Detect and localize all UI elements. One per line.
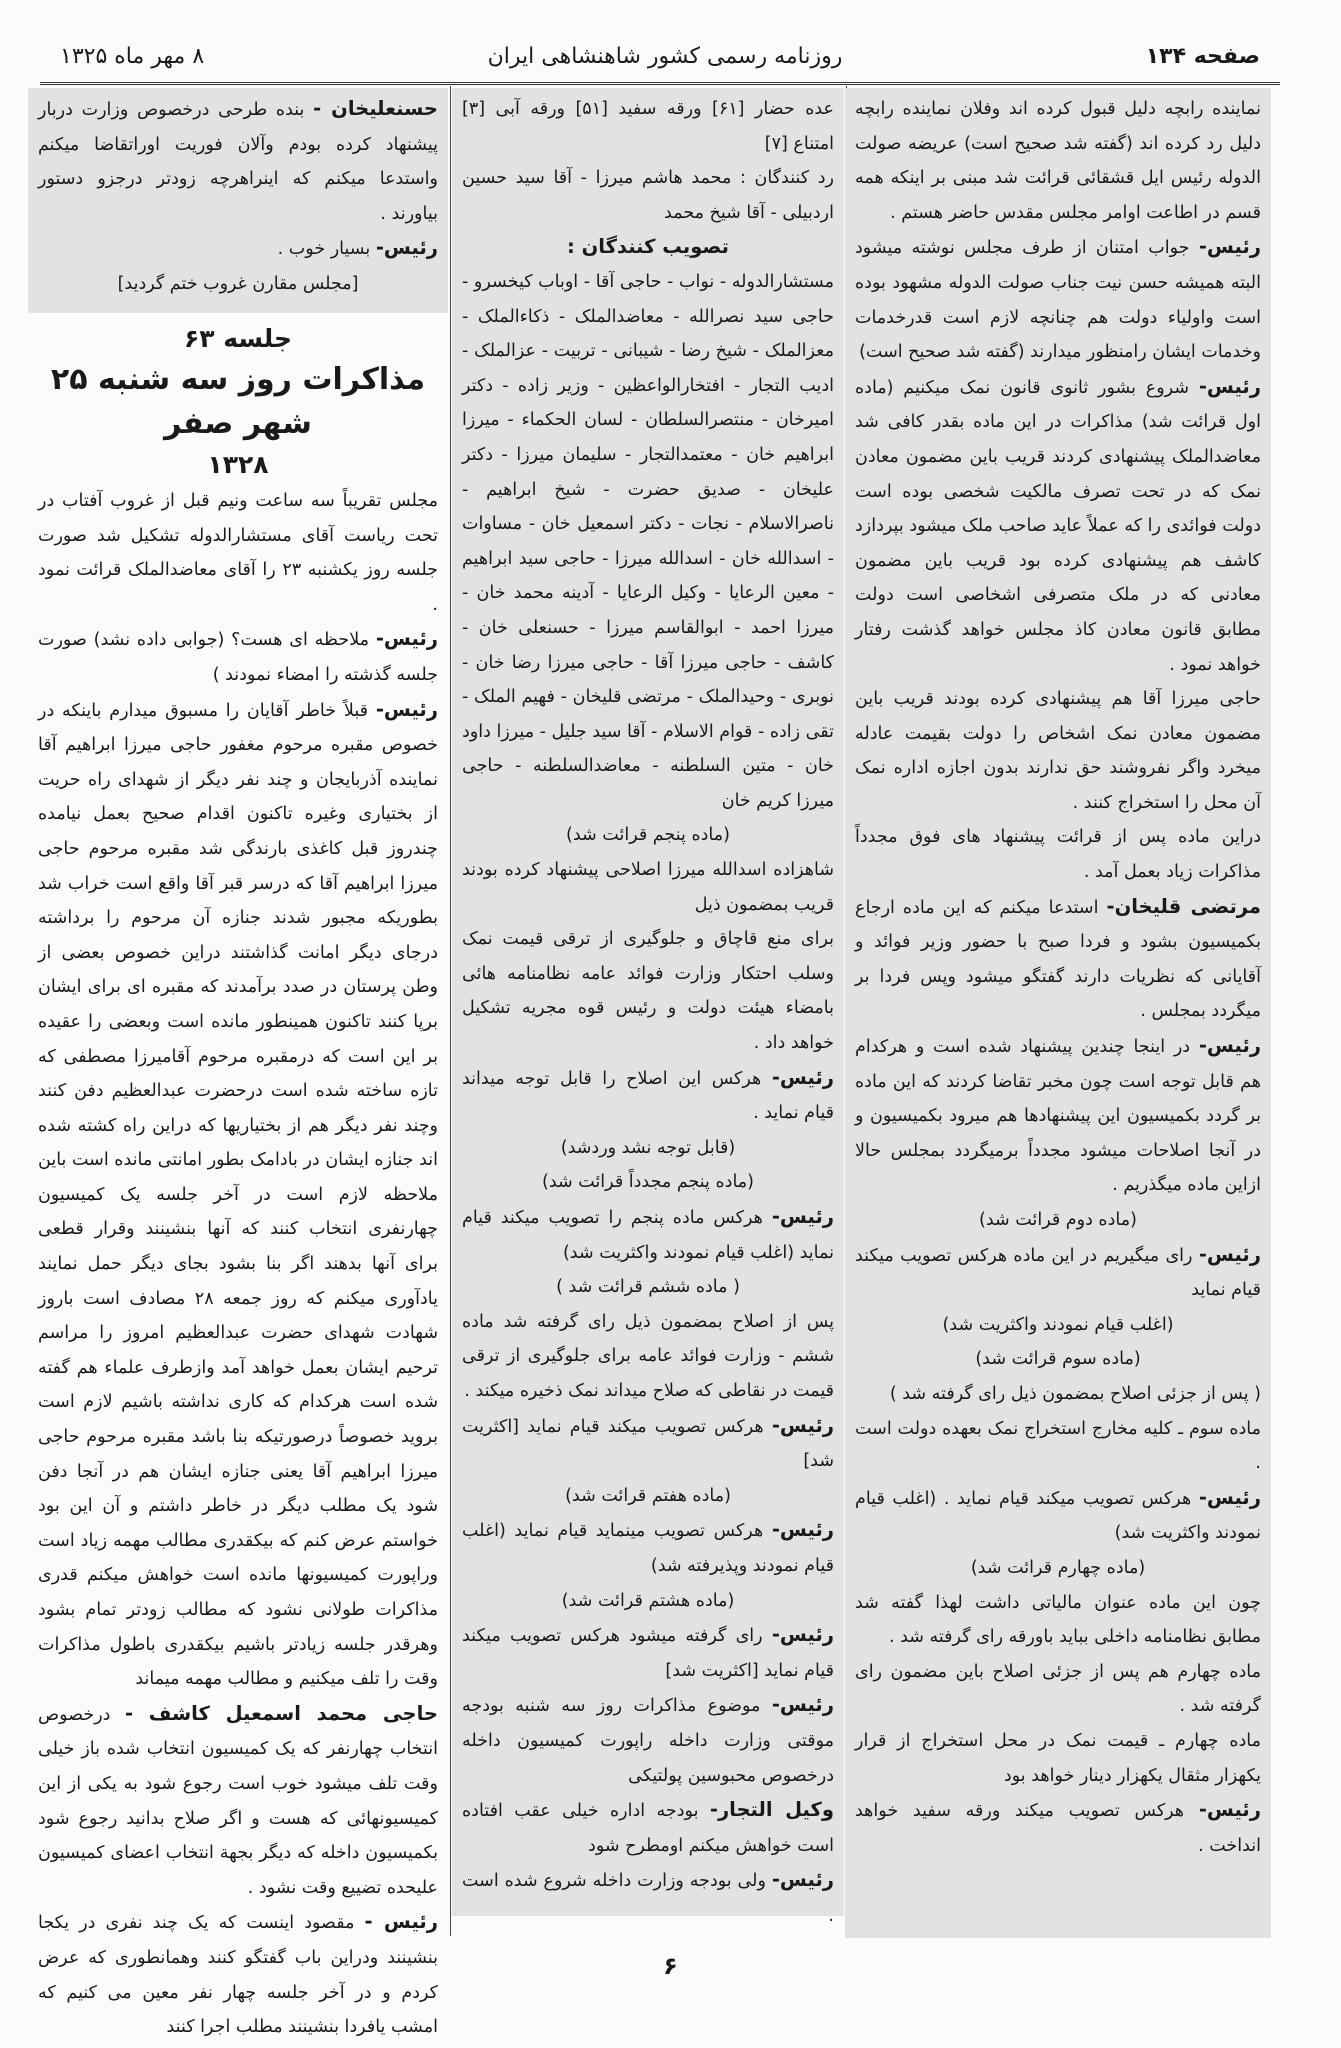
procedural-note: [مجلس مقارن غروب ختم گردید] xyxy=(117,273,359,294)
paragraph xyxy=(462,1513,834,1583)
speaker: رئیس- xyxy=(375,627,438,651)
procedural-note: (ماده دوم قرائت شد) xyxy=(979,1210,1137,1230)
speaker: حسنعلیخان - xyxy=(313,97,438,120)
speaker: رئیس- xyxy=(375,236,438,260)
page-header xyxy=(40,38,1290,82)
newspaper-title: روزنامه رسمی کشور شاهنشاهی ایران xyxy=(487,44,843,69)
speech: رای گرفته میشود هرکس تصویب میکند قیام نماید [اکثریت شد] xyxy=(462,1626,834,1681)
speaker: وکیل التجار- xyxy=(709,1798,834,1822)
speaker: رئیس- xyxy=(771,1623,834,1647)
speech: هرکس ماده پنجم را تصویب میکند قیام نماید (اغلب قیام نمودند واکثریت شد) xyxy=(462,1208,834,1263)
procedural-note: (ماده هشتم قرائت شد) xyxy=(561,1590,735,1611)
paragraph xyxy=(462,1618,834,1688)
page-label: صفحه ۱۳۴ xyxy=(1145,44,1260,69)
paragraph xyxy=(855,1238,1261,1308)
paragraph: شاهزاده اسدالله میرزا اصلاحی پیشنهاد کرده بودند قریب بمضمون ذیل xyxy=(462,860,834,915)
paragraph xyxy=(38,693,438,1697)
speech: درخصوص انتخاب چهارنفر که یک کمیسیون انتخاب شده باز خیلی وقت تلف میشود خوب است رجوع شود به یکی از این کمیسیونهائی که هست و اگر صلاح بدانید رجوع شود بکمیسیون داخله که دیگر بجهة انتخاب اعضای کمیسیون علیحده تضییع وقت نشود . xyxy=(38,1704,438,1898)
paragraph: مجلس تقریباً سه ساعت ونیم قبل از غروب آفتاب در تحت ریاست آقای مستشارالدوله تشکیل شد صورت جلسه روز یکشنبه ۲۳ را آقای معاضدالملک قرائت نمود . xyxy=(38,491,438,615)
paragraph xyxy=(855,370,1261,682)
paragraph xyxy=(855,1793,1261,1863)
paragraph: ( پس از جزئی اصلاح بمضمون ذیل رای گرفته شد ) xyxy=(889,1383,1261,1404)
session-heading: مذاکرات روز سه شنبه ۲۵ شهر صفر xyxy=(50,362,426,441)
speech: بودجه اداره خیلی عقب افتاده است خواهش میکنم اومطرح شود xyxy=(462,1801,834,1856)
session-number: جلسه ۶۳ xyxy=(183,324,293,353)
speech: مقصود اینست که یک چند نفری در یکجا بنشینند ودراین باب گفتگو کنند وهمانطوری که عرض کردم و در آخر جلسه چهار نفر معین می کنیم که امشب یافردا بنشینند مطلب اجرا کنند xyxy=(38,1913,438,2038)
column-left-top xyxy=(28,88,448,313)
paragraph: ماده چهارم ـ قیمت نمک در محل استخراج از قرار یکهزار مثقال یکهزار دینار خواهد بود xyxy=(855,1730,1261,1786)
speech: هرکس تصویب میکند قیام نماید . (اغلب قیام نمودند واکثریت شد) xyxy=(855,1488,1261,1544)
paragraph xyxy=(462,1061,834,1131)
paragraph xyxy=(462,1863,834,1933)
procedural-note: (ماده چهارم قرائت شد) xyxy=(970,1557,1146,1578)
speaker: رئیس - xyxy=(364,1910,438,1934)
speech: ملاحظه ای هست؟ (جوابی داده نشد) صورت جلسه گذشته را امضاء نمودند ) xyxy=(38,630,438,685)
speaker: مرتضی قلیخان- xyxy=(1106,894,1261,918)
paragraph xyxy=(38,231,438,267)
procedural-note: (ماده هفتم قرائت شد) xyxy=(565,1485,731,1506)
paragraph: ماده چهارم هم پس از جزئی اصلاح باین مضمون رای گرفته شد . xyxy=(855,1661,1261,1717)
column-left xyxy=(28,316,448,2038)
paragraph xyxy=(462,1688,834,1793)
paragraph xyxy=(38,1697,438,1906)
speaker: رئیس- xyxy=(771,1518,834,1542)
paragraph: چون این ماده عنوان مالیاتی داشت لهذا گفته شد مطابق نظامنامه داخلی بباید باورقه رای گرفته شد . xyxy=(855,1592,1261,1648)
speech: هرکس تصویب میکند قیام نماید [اکثریت شد] xyxy=(462,1416,834,1472)
speaker: رئیس- xyxy=(1198,235,1261,259)
paragraph: رد کنندگان : محمد هاشم میرزا - آقا سید حسین اردبیلی - آقا شیخ محمد xyxy=(462,168,834,223)
speaker: رئیس- xyxy=(771,1413,834,1437)
procedural-note: (ماده پنجم قرائت شد) xyxy=(566,825,730,846)
procedural-note: (اغلب قیام نمودند واکثریت شد) xyxy=(942,1314,1174,1335)
speaker: رئیس- xyxy=(771,1868,834,1892)
speech: جواب امتنان از طرف مجلس نوشته میشود البته همیشه حسن نیت جناب صولت الدوله مشهود بوده است واولیاء دولت هم چنانچه لازم است قدرخدمات وخدمات ایشان رامنظور میدارند (گفته شد صحیح است) xyxy=(855,238,1261,363)
speech: هرکس این اصلاح را قابل توجه میداند قیام نماید . xyxy=(462,1068,834,1124)
speech: شروع بشور ثانوی قانون نمک میکنیم (ماده اول قرائت شد) مذاکرات در این ماده بقدر کافی شد معاضدالملک پیشنهادی کردند قریب باین مضمون معادن نمک که در تحت تصرف مالکیت شخصی بوده است دولت فوائدی را که عملاً عاید صاحب ملک میشود بپردازد کاشف هم پیشنهادی کرده بود قریب باین مضمون معادنی که در ملک متصرفی اشخاصی است دولت مطابق قانون معادن کاذ مجلس خواهد گذشت رفتار خواهد نمود . xyxy=(855,377,1261,675)
speaker: رئیس- xyxy=(1198,1034,1261,1058)
column-middle xyxy=(452,88,844,1926)
paragraph xyxy=(462,1200,834,1270)
page-number: ۶ xyxy=(663,1952,678,1980)
paragraph xyxy=(855,1029,1261,1203)
speech: موضوع مذاکرات روز سه شنبه بودجه موقتی وزارت داخله راپورت کمیسیون داخله درخصوص محبوسین پولتیکی xyxy=(462,1696,834,1786)
procedural-note: (ماده سوم قرائت شد) xyxy=(975,1349,1141,1370)
paragraph: ماده سوم ـ کلیه مخارج استخراج نمک بعهده دولت است . xyxy=(855,1418,1261,1474)
paragraph: برای منع قاچاق و جلوگیری از ترقی قیمت نمک وسلب احتکار وزارت فوائد عامه نظامنامه هائی بامضاء هیئت دولت و رئیس قوه مجریه تشکیل خواهد داد . xyxy=(462,929,834,1054)
speech: رای میگیریم در این ماده هرکس تصویب میکند قیام نماید xyxy=(855,1245,1261,1301)
speech: در اینجا چندین پیشنهاد شده است و هرکدام هم قابل توجه است چون مخبر تقاضا کردند که این ماده بر گردد بکمیسیون این پیشنهادها هم میرود بکمیسیون و در آنجا اصلاحات میشود مجدداً برمیگردد بمجلس حالا ازاین ماده میگذریم . xyxy=(855,1037,1261,1196)
speech: استدعا میکنم که این ماده ارجاع بکمیسیون بشود و فردا صبح با حضور وزیر فوائد و آقایانی که نظریات دارند گفتگو میشود وپس فردا بر میگردد بمجلس . xyxy=(855,897,1261,1022)
speech: هرکس تصویب مینماید قیام نماید (اغلب قیام نمودند وپذیرفته شد) xyxy=(462,1521,834,1576)
speaker: رئیس- xyxy=(771,1065,834,1089)
procedural-note: (ماده پنجم مجدداً قرائت شد) xyxy=(542,1172,754,1193)
column-right xyxy=(845,88,1271,1938)
speech: هرکس تصویب میکند ورقه سفید خواهد انداخت . xyxy=(855,1801,1261,1856)
issue-date: ۸ مهر ماه ۱۳۲۵ xyxy=(60,44,205,69)
paragraph: حاجی میرزا آقا هم پیشنهادی کرده بودند قریب باین مضمون معادن نمک اشخاص را دولت بقیمت عادله میخرد واگر نفروشند حق ندارند بدون اجازه اداره نمک آن محل را استخراج کنند . xyxy=(855,689,1261,813)
paragraph xyxy=(462,1793,834,1863)
header-rule xyxy=(40,82,1280,85)
approvers-label: تصویب کنندگان : xyxy=(567,235,729,259)
paragraph xyxy=(38,622,438,692)
paragraph xyxy=(855,230,1261,369)
paragraph: نماینده رابچه دلیل قبول کرده اند وفلان نماینده رابچه دلیل رد کرده اند (گفته شد صحیح است) عریضه صولت الدوله رئیس ایل قشقائی قرائت شد مبنی بر اینکه همه قسم در اطاعت اوامر مجلس مقدس حاضر هستم . xyxy=(855,99,1261,223)
speaker: رئیس- xyxy=(771,1693,834,1717)
speech: قبلاً خاطر آقایان را مسبوق میدارم باینکه در خصوص مقبره مرحوم مغفور حاجی میرزا ابراهیم آقا نماینده آذربایجان و چند نفر دیگر از شهدای راه حریت از بختیاری وغیره تاکنون اقدام صحیح بعمل نیامده چندروز قبل کاغذی بارندگی شد مقبره مرحوم حاجی میرزا ابراهیم آقا که درسر قبر آقا واقع است خراب شد بطوریکه مجبور شدند جنازه آن مرحوم را برداشته درجای دیگر امانت گذاشتند دراین خصوص بعضی از وطن پرستان در صدد برآمدند که مقبره ای برای ایشان برپا کنند تاکنون همینطور مانده است وبعضی را عقیده بر این است که درمقبره مرحوم آقامیرزا مصطفی که تازه ساخته شده است درحضرت عبدالعظیم دفن کنند وچند نفر دیگر هم از بختیاریها که دراین راه کشته شده اند جنازه ایشان در بادامک بطور امانتی مانده است باین ملاحظه لازم است در آخر جلسه یک کمیسیون چهارنفری انتخاب کنند که آنها بنشینند وقرار قطعی برای آنها بدهند اگر بنا بشود بجای دیگر حمل نمایند یادآوری میکنم که روز جمعه ۲۸ مصادف است باروز شهادت شهدای حضرت عبدالعظیم امروز را مراسم ترحیم ایشان بعمل خواهد آمد وازطرف علماء هم گفته شده است هرکدام که کاری نداشته باشیم لازم است بروید خصوصاً درصورتیکه بنا باشد مقبره مرحوم حاجی میرزا ابراهیم آقا یعنی جنازه ایشان هم در آنجا دفن شود یک مطلب دیگر در خاطر داشتم و آن این بود خواستم عرض کنم که بیکقدری مطالب مهمه زیاد است وراپورت کمیسیونها مانده است خواهش میکنم قدری مذاکرات طولانی نشود که مطالب زودتر تمام بشود وهرقدر جلسه زیادتر باشیم بیکقدری باطول مذاکرات وقت را تلف میکنیم و مطالب مهمه میماند xyxy=(38,700,438,1690)
speaker: رئیس- xyxy=(1198,1485,1261,1509)
paragraph: پس از اصلاح بمضمون ذیل رای گرفته شد ماده ششم - وزارت فوائد عامه برای جلوگیری از ترقی قیمت در نقاطی که صلاح میداند نمک ذخیره میکند . xyxy=(462,1311,834,1401)
paragraph xyxy=(855,890,1261,1029)
session-year: ۱۳۲۸ xyxy=(207,450,269,479)
paragraph xyxy=(38,92,438,231)
paragraph xyxy=(855,1481,1261,1551)
column-divider-left xyxy=(450,86,451,1936)
speaker: حاجی محمد اسمعیل کاشف - xyxy=(124,1701,438,1725)
vote-count: عده حضار [۶۱] ورقه سفید [۵۱] ورقه آبی [۳] امتناع [۷] xyxy=(462,99,834,154)
speaker: رئیس- xyxy=(1198,1242,1261,1266)
speaker: رئیس- xyxy=(375,697,438,721)
speaker: رئیس- xyxy=(771,1205,834,1228)
speech: ولی بودجه وزارت داخله شروع شده است . xyxy=(462,1871,834,1926)
paragraph xyxy=(462,1409,834,1479)
speech: بسیار خوب . xyxy=(277,239,371,260)
speaker: رئیس- xyxy=(1198,1798,1261,1822)
speech: بنده طرحی درخصوص وزارت دربار پیشنهاد کرده بودم وآلان فوریت اوراتقاضا میکنم واستدعا میکنم که اینراهرچه زودتر درجزو دستور بیاورند . xyxy=(38,100,438,224)
speaker: رئیس- xyxy=(1198,374,1261,398)
procedural-note: ( ماده ششم قرائت شد ) xyxy=(556,1277,740,1298)
paragraph: دراین ماده پس از قرائت پیشنهاد های فوق مجدداً مذاکرات زیاد بعمل آمد . xyxy=(855,827,1261,883)
approvers-list: مستشارالدوله - نواب - حاجی آقا - اوباب کیخسرو - حاجی سید نصرالله - معاضدالملک - ذکاءالملک - معزالملک - شیخ رضا - شیبانی - تربیت - عزالملک - ادیب التجار - افتخارالواعظین - وزیر زاده - دکتر امیرخان - منتصرالسلطان - لسان الحکماء - میرزا ابراهیم خان - معتمدالتجار - سلیمان میرزا - دکتر علیخان - صدیق حضرت - شیخ ابراهیم - ناصرالاسلام - نجات - دکتر اسمعیل خان - مساوات - اسدالله خان - اسدالله میرزا - حاجی سید ابراهیم - معین الرعایا - وکیل الرعایا - آدینه محمد خان - میرزا احمد - ابوالقاسم میرزا - حسنعلی خان - کاشف - حاجی میرزا آقا - حاجی میرزا رضا خان - نوبری - وحیدالملک - مرتضی قلیخان - فهیم الملک - تقی زاده - قوام الاسلام - آقا سید جلیل - میرزا داود خان - متین السلطنه - معاضدالسلطنه - حاجی میرزا کریم خان xyxy=(462,271,834,811)
procedural-note: (قابل توجه نشد وردشد) xyxy=(560,1137,736,1158)
